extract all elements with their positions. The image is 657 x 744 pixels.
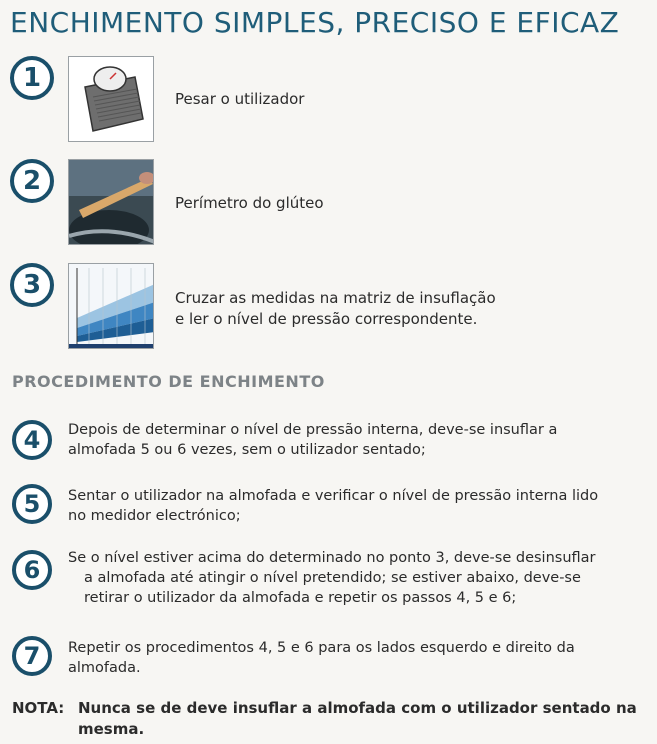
measuring-hip-image bbox=[68, 159, 154, 245]
procedure-text-5 bbox=[68, 486, 650, 526]
procedure-text-4 bbox=[68, 420, 650, 460]
procedure-text-7-line2: almofada. bbox=[68, 660, 141, 676]
step-3-label-line2: e ler o nível de pressão correspondente. bbox=[175, 310, 478, 328]
step-number-3: 3 bbox=[10, 263, 54, 307]
procedure-text-6-line2: a almofada até atingir o nível pretendido; se estiver abaixo, deve-se bbox=[84, 570, 581, 586]
procedure-text-6-line3: retirar o utilizador da almofada e repetir os passos 4, 5 e 6; bbox=[84, 590, 517, 606]
step-3-label-line1: Cruzar as medidas na matriz de insuflação bbox=[175, 289, 496, 307]
procedure-text-4-line1: Depois de determinar o nível de pressão interna, deve-se insuflar a bbox=[68, 422, 558, 438]
procedure-number-6: 6 bbox=[12, 550, 52, 590]
procedure-text-4-line2: almofada 5 ou 6 vezes, sem o utilizador sentado; bbox=[68, 442, 426, 458]
procedure-text-6 bbox=[68, 548, 650, 608]
matrix-chart-icon bbox=[69, 264, 154, 349]
step-3-label bbox=[175, 288, 496, 330]
procedure-number-7: 7 bbox=[12, 636, 52, 676]
step-number-2: 2 bbox=[10, 159, 54, 203]
note-label: NOTA: bbox=[12, 699, 65, 717]
section-title: PROCEDIMENTO DE ENCHIMENTO bbox=[12, 372, 325, 391]
measuring-tape-icon bbox=[69, 160, 154, 245]
procedure-text-5-line1: Sentar o utilizador na almofada e verificar o nível de pressão interna lido bbox=[68, 488, 599, 504]
step-2 bbox=[10, 159, 54, 203]
step-1 bbox=[10, 56, 54, 100]
procedure-number-4: 4 bbox=[12, 420, 52, 460]
inflation-matrix-image bbox=[68, 263, 154, 349]
procedure-text-7-line1: Repetir os procedimentos 4, 5 e 6 para os lados esquerdo e direito da bbox=[68, 640, 575, 656]
note bbox=[12, 698, 652, 740]
step-number-1: 1 bbox=[10, 56, 54, 100]
note-line2: mesma. bbox=[78, 720, 145, 738]
procedure-text-6-line1: Se o nível estiver acima do determinado no ponto 3, deve-se desinsuflar bbox=[68, 550, 596, 566]
step-3 bbox=[10, 263, 54, 307]
procedure-text-7 bbox=[68, 638, 650, 678]
procedure-number-5: 5 bbox=[12, 484, 52, 524]
step-2-label: Perímetro do glúteo bbox=[175, 194, 324, 212]
procedure-text-5-line2: no medidor electrónico; bbox=[68, 508, 241, 524]
note-line1: Nunca se de deve insuflar a almofada com o utilizador sentado na bbox=[78, 699, 637, 717]
page-title: ENCHIMENTO SIMPLES, PRECISO E EFICAZ bbox=[10, 6, 620, 39]
bathroom-scale-icon bbox=[69, 57, 154, 142]
bathroom-scale-image bbox=[68, 56, 154, 142]
step-1-label: Pesar o utilizador bbox=[175, 90, 305, 108]
